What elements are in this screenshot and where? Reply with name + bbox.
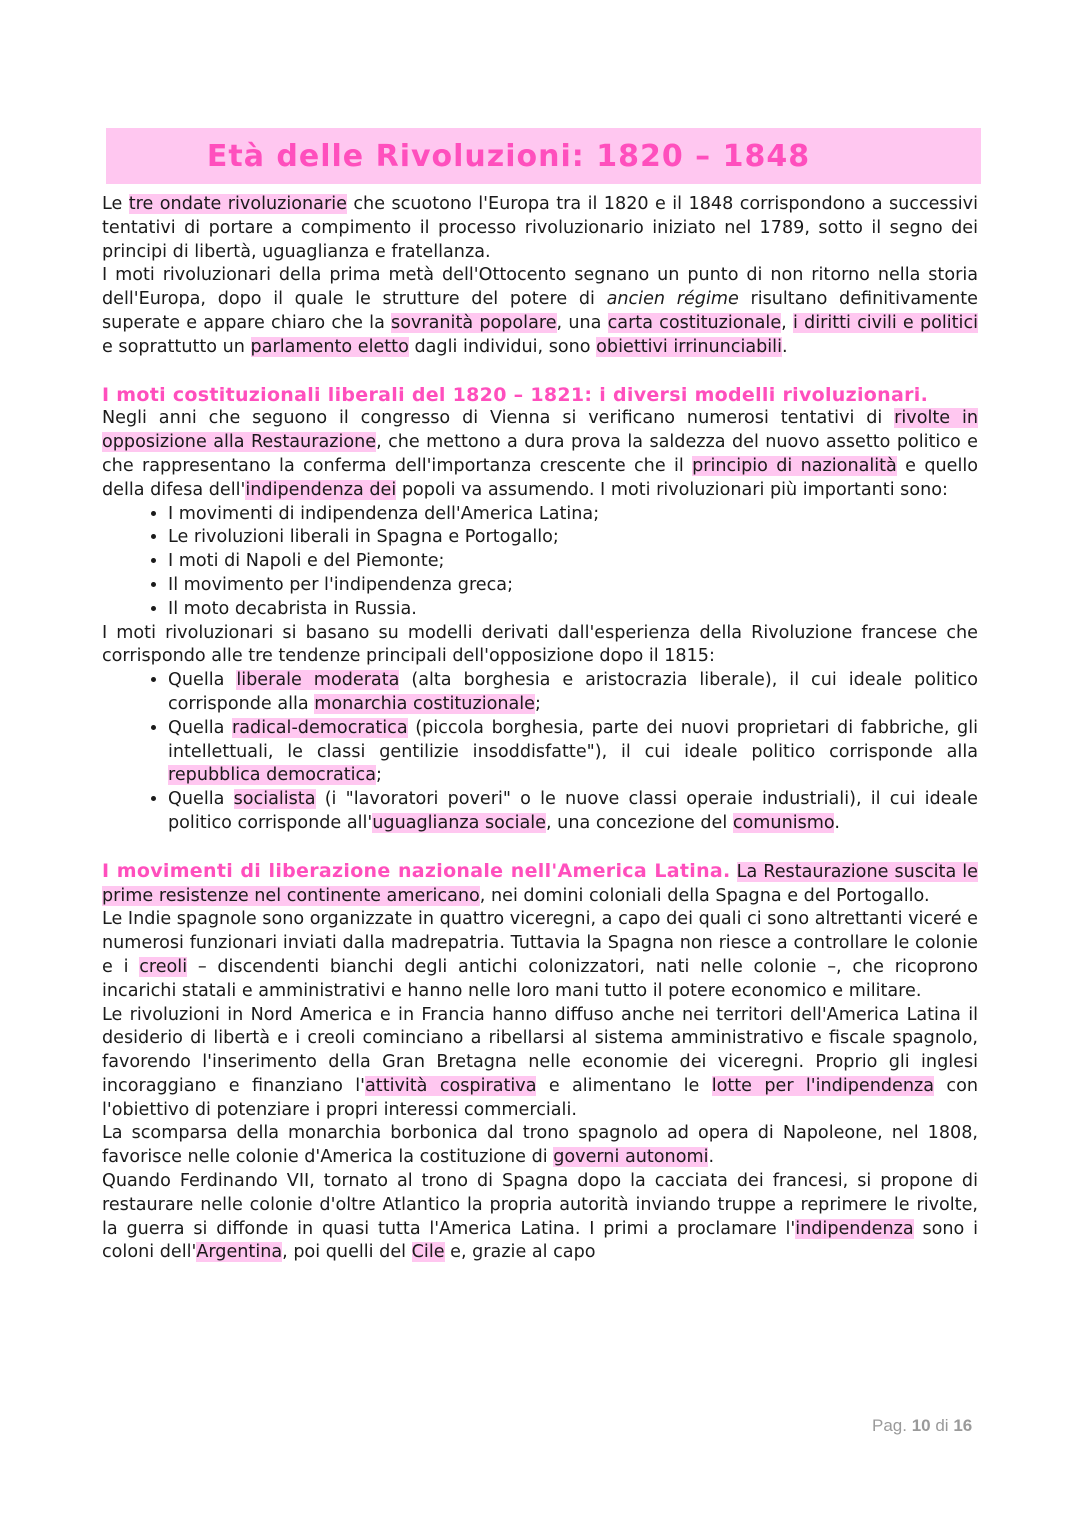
section1-paragraph-2: I moti rivoluzionari si basano su modelli derivati dall'esperienza della Rivoluzione francese che corrispondo alle tre tendenze principali dell'opposizione dopo il 1815:	[102, 622, 978, 667]
intro-paragraph-2: I moti rivoluzionari della prima metà dell'Ottocento segnano un punto di non ritorno nella storia dell'Europa, dopo il quale le strutture del potere di ancien régime risultano definitivamente superate e appare chiaro che la sovranità popolare, una carta costituzionale, i diritti civili e politici e soprattutto un parlamento eletto dagli individui, sono obiettivi irrinunciabili.	[102, 265, 979, 357]
list-item: • Il movimento per l'indipendenza greca;	[168, 574, 978, 598]
section-heading-america-latina: I movimenti di liberazione nazionale nell'America Latina.	[102, 859, 731, 882]
list-item: • Quella socialista (i "lavoratori poveri" o le nuove classi operaie industriali), il cui ideale politico corrisponde all'uguaglianza sociale, una concezione del comunismo.	[168, 788, 978, 836]
moti-list	[102, 503, 978, 622]
section-heading-moti-1820: I moti costituzionali liberali del 1820 – 1821: i diversi modelli rivoluzionari.	[102, 383, 929, 406]
tendenze-list	[102, 669, 978, 836]
document-body	[102, 193, 978, 1265]
section2-paragraph-4: La scomparsa della monarchia borbonica dal trono spagnolo ad opera di Napoleone, nel 1808, favorisce nelle colonie d'America la costituzione di governi autonomi.	[102, 1123, 978, 1168]
list-item: • Quella liberale moderata (alta borghesia e aristocrazia liberale), il cui ideale politico corrisponde alla monarchia costituzionale;	[168, 669, 978, 717]
section1-paragraph-1: Negli anni che seguono il congresso di Vienna si verificano numerosi tentativi di rivolte in opposizione alla Restaurazione, che mettono a dura prova la saldezza del nuovo assetto politico e che rappresentano la conferma dell'importanza crescente che il principio di nazionalità e quello della difesa dell'indipendenza dei popoli va assumendo. I moti rivoluzionari più importanti sono:	[102, 408, 979, 500]
page-number: Pag. 10 di 16	[872, 1416, 973, 1435]
section2-paragraph-2: Le Indie spagnole sono organizzate in quattro viceregni, a capo dei quali ci sono altrettanti viceré e numerosi funzionari inviati dalla madrepatria. Tuttavia la Spagna non riesce a controllare le colonie e i creoli – discendenti bianchi degli antichi colonizzatori, nati nelle colonie –, che ricoprono incarichi statali e amministrativi e hanno nelle loro mani tutto il potere economico e militare.	[102, 909, 978, 1001]
section2-paragraph-3: Le rivoluzioni in Nord America e in Francia hanno diffuso anche nei territori dell'America Latina il desiderio di libertà e i creoli cominciano a ribellarsi al sistema amministrativo e fiscale spagnolo, favorendo l'inserimento della Gran Bretagna nelle economie dei viceregni. Proprio gli inglesi incoraggiano e finanziano l'attività cospirativa e alimentano le lotte per l'indipendenza con l'obiettivo di potenziare i propri interessi commerciali.	[102, 1004, 978, 1120]
list-item: • I movimenti di indipendenza dell'America Latina;	[168, 503, 978, 527]
title-banner	[106, 128, 981, 184]
list-item: • I moti di Napoli e del Piemonte;	[168, 550, 978, 574]
list-item: • Le rivoluzioni liberali in Spagna e Portogallo;	[168, 526, 978, 550]
section2-paragraph-1: I movimenti di liberazione nazionale nell'America Latina. La Restaurazione suscita le prime resistenze nel continente americano, nei domini coloniali della Spagna e del Portogallo.	[102, 859, 979, 906]
page-title: Età delle Rivoluzioni: 1820 – 1848	[206, 138, 811, 174]
intro-paragraph-1: Le tre ondate rivoluzionarie che scuotono l'Europa tra il 1820 e il 1848 corrispondono a successivi tentativi di portare a compimento il processo rivoluzionario iniziato nel 1789, sotto il segno dei principi di libertà, uguaglianza e fratellanza.	[102, 194, 978, 262]
list-item: • Il moto decabrista in Russia.	[168, 598, 978, 622]
list-item: • Quella radical-democratica (piccola borghesia, parte dei nuovi proprietari di fabbriche, gli intellettuali, le classi gentilizie insoddisfatte"), il cui ideale politico corrisponde alla repubblica democratica;	[168, 717, 978, 788]
section2-paragraph-5: Quando Ferdinando VII, tornato al trono di Spagna dopo la cacciata dei francesi, si propone di restaurare nelle colonie d'oltre Atlantico la propria autorità inviando truppe a reprimere le rivolte, la guerra si diffonde in quasi tutta l'America Latina. I primi a proclamare l'indipendenza sono i coloni dell'Argentina, poi quelli del Cile e, grazie al capo	[102, 1171, 978, 1263]
